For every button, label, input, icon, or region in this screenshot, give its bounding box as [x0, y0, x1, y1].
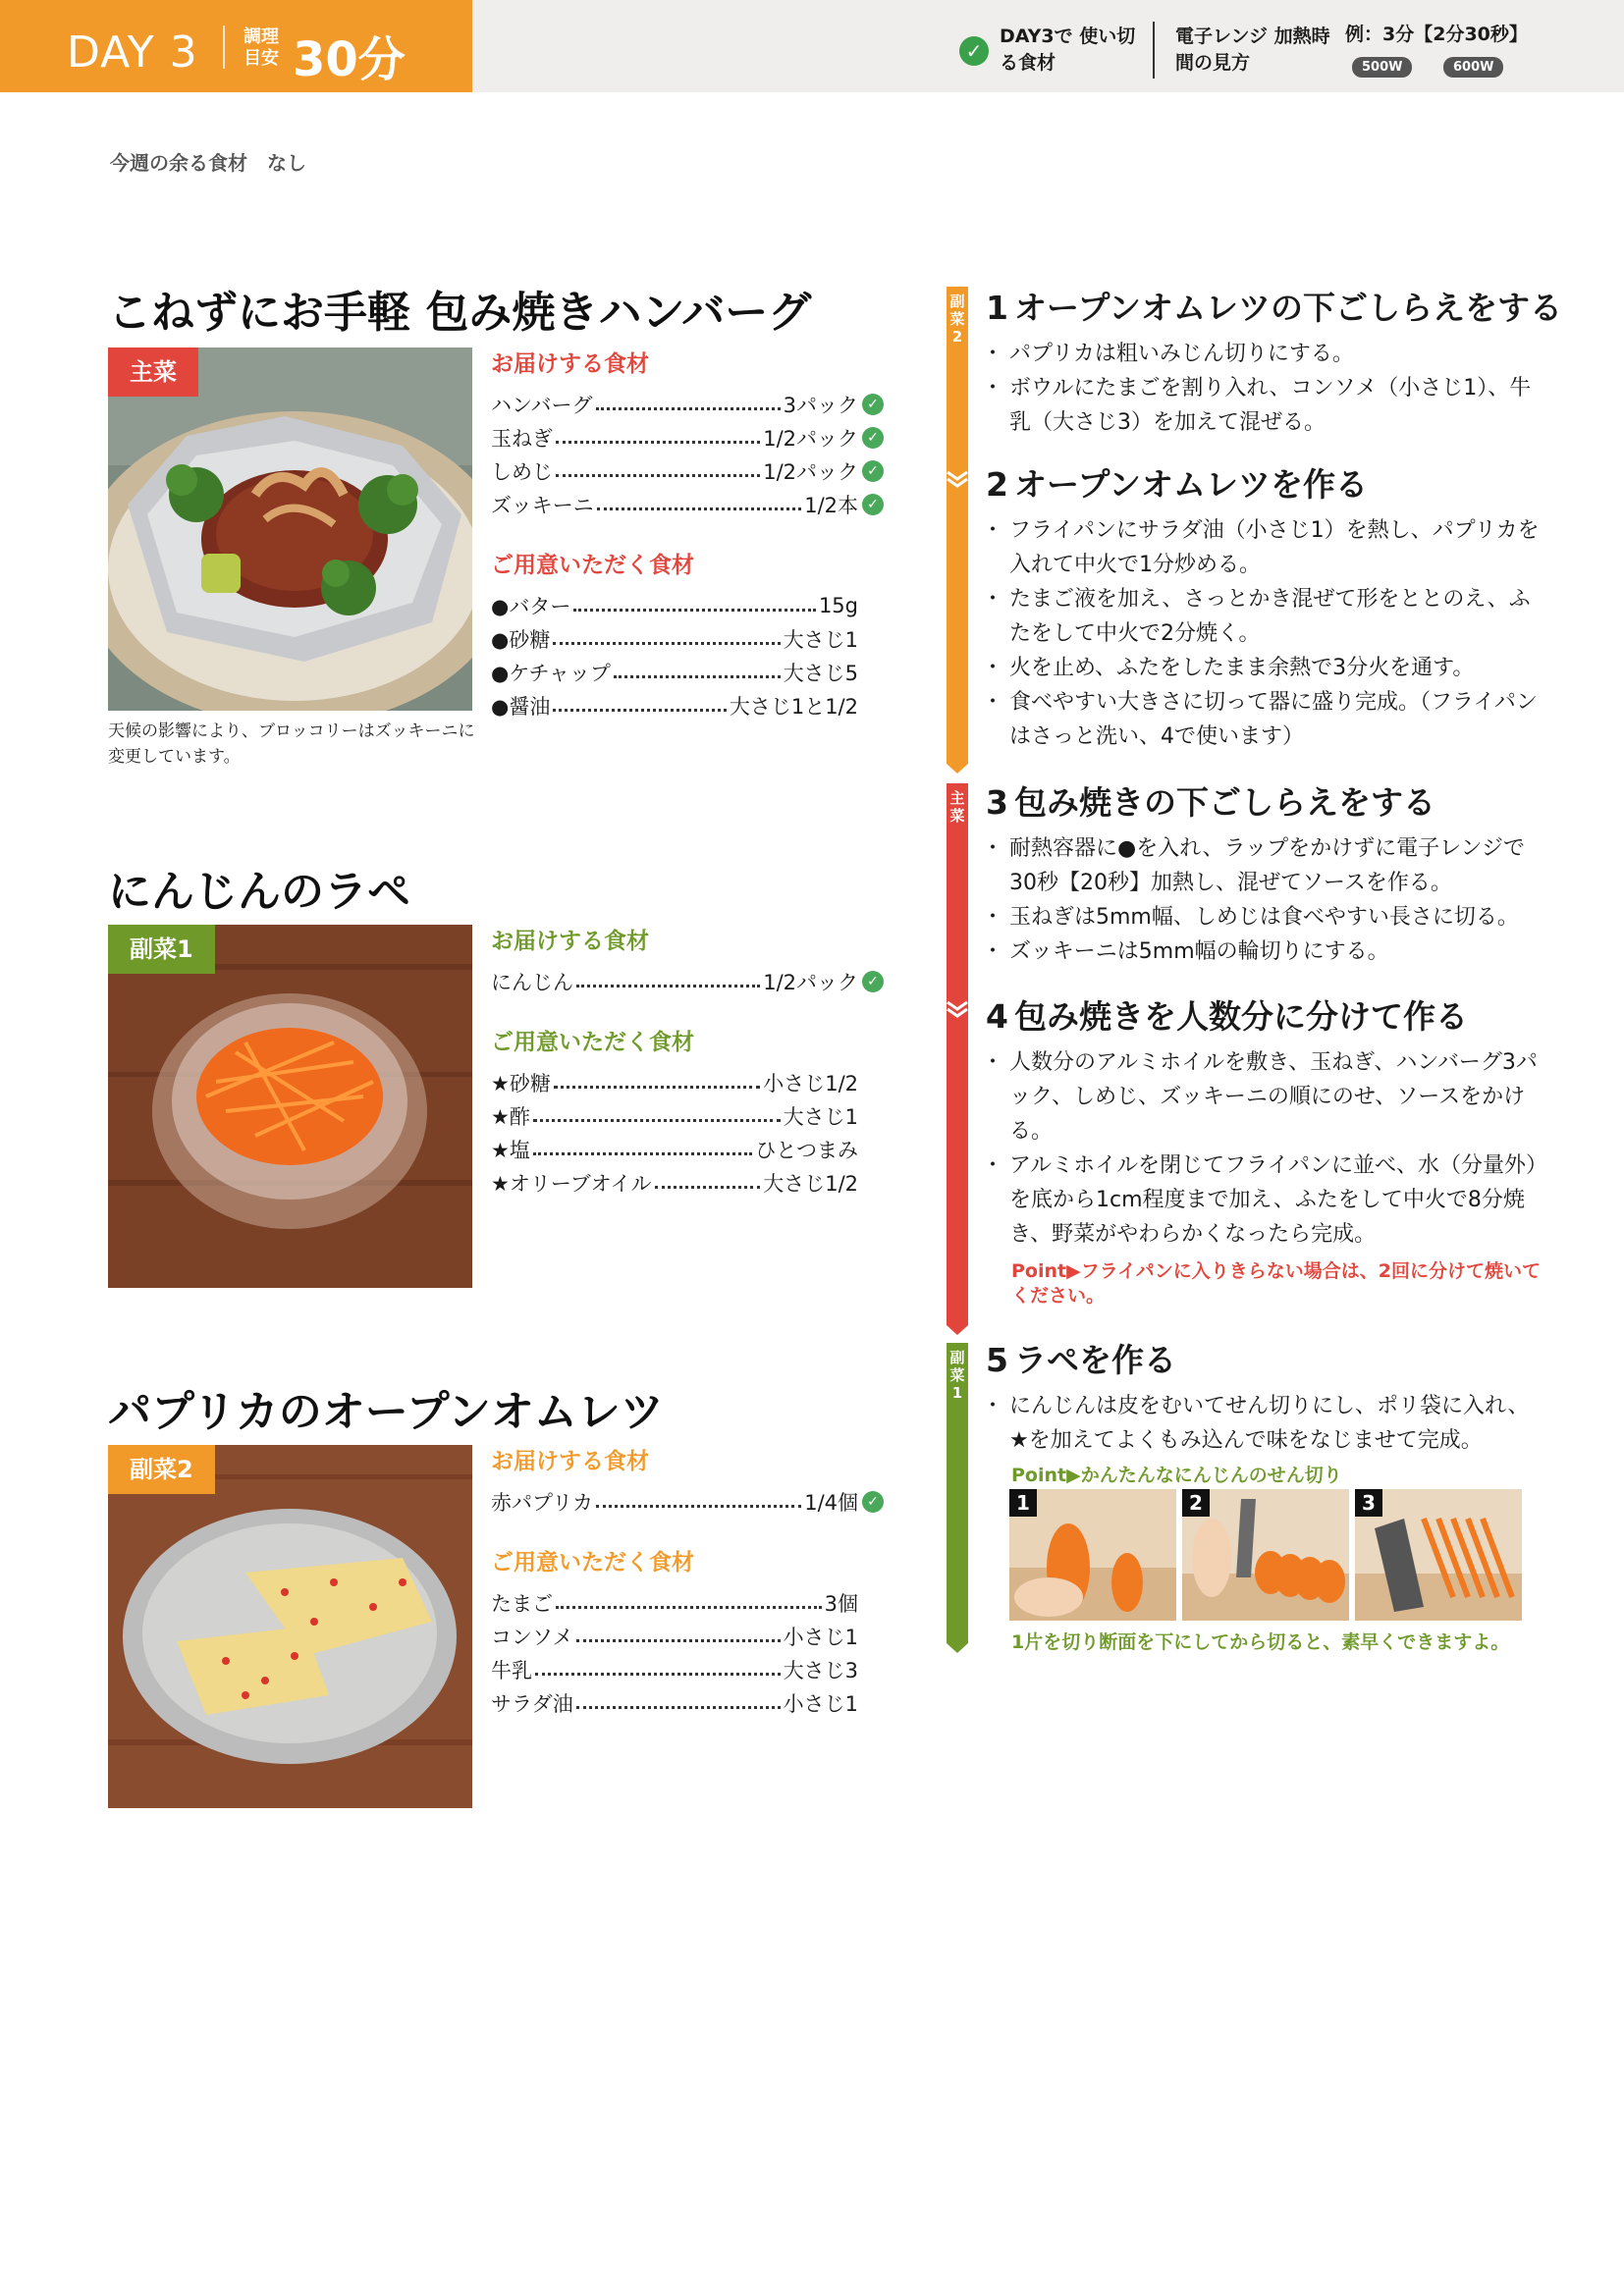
leader-dots [554, 1086, 760, 1089]
step-number: 4 [986, 997, 1008, 1036]
ingredient-name: ●砂糖 [491, 628, 551, 652]
prepare-title: ご用意いただく食材 [491, 1550, 694, 1575]
cook-time: 30分 [293, 32, 406, 87]
step-number: 3 [986, 783, 1008, 822]
ingredient-name: ズッキーニ [491, 494, 594, 517]
ingredient-row [491, 1133, 884, 1166]
step-item: ・ アルミホイルを閉じてフライパンに並べ、水（分量外）を底から1cm程度まで加え、ふたをして中火で8分焼き、野菜がやわらかくなったら完成。 [986, 1148, 1545, 1252]
bar-tip [947, 1325, 968, 1335]
ingredient-qty: 1/4個 [804, 1491, 858, 1515]
carrot-photo-2 [1182, 1489, 1349, 1621]
step-title [986, 459, 1545, 506]
wattage-600-badge: 600W [1443, 57, 1503, 78]
ingredient-row [491, 1166, 884, 1200]
step-title-text: オープンオムレツの下ごしらえをする [1013, 289, 1562, 327]
hamburg-photo [108, 347, 472, 711]
delivered-title: お届けする食材 [491, 351, 649, 377]
step-title [986, 777, 1545, 824]
carrot-photo-3 [1355, 1489, 1522, 1621]
ingredient-qty: 1/2パック [763, 971, 858, 994]
ingredient-row [491, 656, 884, 689]
check-icon: ✓ [862, 1491, 884, 1513]
step-item: ・ パプリカは粗いみじん切りにする。 [986, 337, 1545, 371]
step-title [986, 283, 1562, 329]
microwave-example: 例：3分【2分30秒】 [1345, 24, 1528, 45]
step-number: 1 [986, 289, 1008, 327]
bar-label-side1: 副菜1 [949, 1349, 965, 1402]
check-icon: ✓ [862, 394, 884, 415]
ingredient-row [491, 1586, 884, 1620]
ingredient-qty: 3個 [824, 1592, 858, 1616]
dish-photo-side2 [108, 1445, 472, 1808]
check-icon: ✓ [862, 460, 884, 482]
step-title-text: ラペを作る [1013, 1341, 1176, 1379]
ingredient-qty: 1/2パック [763, 460, 858, 484]
dish-title-side1: にんじんのラペ [108, 867, 410, 917]
carrot-rapee-photo [108, 925, 472, 1288]
step-number: 5 [986, 1341, 1008, 1379]
step-item: ・ 人数分のアルミホイルを敷き、玉ねぎ、ハンバーグ3パック、しめじ、ズッキーニの順にのせ、ソースをかける。 [986, 1045, 1545, 1148]
ingredient-row [491, 421, 884, 454]
dish-title-main: こねずにお手軽 包み焼きハンバーグ [108, 288, 812, 338]
dish-photo-main [108, 347, 472, 711]
step-2 [986, 459, 1545, 754]
leader-dots [596, 1505, 801, 1508]
step-1 [986, 283, 1562, 440]
ingredients-side2 [491, 1443, 884, 1720]
step-title [986, 991, 1545, 1038]
omelet-photo [108, 1445, 472, 1808]
bar-tip [947, 1643, 968, 1653]
ingredient-row [491, 1653, 884, 1686]
day3-use-up-label: DAY3で 使い切る食材 [1000, 26, 1136, 74]
leader-dots [655, 1186, 761, 1189]
leader-dots [535, 1673, 781, 1676]
delivered-title: お届けする食材 [491, 1449, 649, 1474]
delivered-title: お届けする食材 [491, 929, 649, 954]
ingredient-qty: 大さじ1 [783, 1105, 858, 1129]
ingredient-name: ★オリーブオイル [491, 1172, 652, 1196]
ingredient-row [491, 1620, 884, 1653]
dish-title-side2: パプリカのオープンオムレツ [108, 1387, 664, 1437]
ingredient-name: サラダ油 [491, 1692, 573, 1716]
ingredient-qty: 1/2パック [763, 427, 858, 451]
step-item: ・ ズッキーニは5mm幅の輪切りにする。 [986, 934, 1545, 969]
chevron-down-icon [944, 469, 971, 489]
dish-tag-side2: 副菜2 [108, 1445, 215, 1494]
cook-label: 調理 目安 [244, 27, 279, 69]
ingredient-qty: 大さじ3 [783, 1659, 858, 1682]
leader-dots [533, 1119, 781, 1122]
carrot-caption: 1片を切り断面を下にしてから切ると、素早くできますよ。 [1011, 1631, 1510, 1653]
ingredient-name: たまご [491, 1592, 553, 1616]
leader-dots [553, 642, 780, 645]
ingredient-qty: 1/2本 [804, 494, 858, 517]
step-item: ・ ボウルにたまごを割り入れ、コンソメ（小さじ1）、牛乳（大さじ3）を加えて混ぜる。 [986, 371, 1545, 440]
ingredient-name: にんじん [491, 971, 573, 994]
ingredient-name: 玉ねぎ [491, 427, 553, 451]
ingredient-qty: ひとつまみ [755, 1139, 858, 1162]
day-badge [0, 0, 472, 92]
leftover-ingredients: 今週の余る食材 なし [110, 151, 306, 175]
ingredient-qty: 大さじ5 [783, 662, 858, 685]
header-divider [1153, 22, 1155, 79]
ingredient-name: ●バター [491, 595, 571, 618]
step-5 [986, 1335, 1545, 1488]
leader-dots [614, 675, 781, 678]
step-item: ・ 火を止め、ふたをしたまま余熱で3分火を通す。 [986, 651, 1545, 685]
ingredient-qty: 3パック [783, 394, 858, 417]
microwave-guide-label: 電子レンジ 加熱時間の見方 [1175, 26, 1330, 74]
step-item: ・ フライパンにサラダ油（小さじ1）を熱し、パプリカを入れて中火で1分炒める。 [986, 513, 1545, 582]
check-icon: ✓ [862, 494, 884, 515]
check-icon: ✓ [862, 971, 884, 992]
ingredient-qty: 大さじ1 [783, 628, 858, 652]
ingredient-row [491, 1686, 884, 1720]
step-number: 2 [986, 465, 1008, 504]
ingredient-row [491, 1099, 884, 1133]
substitution-note: 天候の影響により、ブロッコリーはズッキーニに変更しています。 [108, 721, 475, 767]
ingredient-row [491, 622, 884, 656]
leader-dots [576, 1706, 781, 1709]
ingredient-name: ●醤油 [491, 695, 551, 719]
ingredient-row [491, 1066, 884, 1099]
check-icon: ✓ [862, 427, 884, 449]
ingredient-qty: 大さじ1と1/2 [729, 695, 858, 719]
check-circle-icon: ✓ [959, 36, 989, 66]
bar-tip [947, 764, 968, 774]
ingredient-qty: 小さじ1 [783, 1626, 858, 1649]
step-item: ・ 食べやすい大きさに切って器に盛り完成。（フライパンはさっと洗い、4で使います） [986, 685, 1545, 754]
leader-dots [596, 407, 781, 410]
leader-dots [556, 1606, 822, 1609]
step-item: ・ にんじんは皮をむいてせん切りにし、ポリ袋に入れ、★を加えてよくもみ込んで味をなじませて完成。 [986, 1389, 1545, 1458]
step-title [986, 1335, 1545, 1381]
step-title-text: オープンオムレツを作る [1013, 465, 1368, 504]
ingredients-main [491, 346, 884, 722]
step-title-text: 包み焼きの下ごしらえをする [1013, 783, 1435, 822]
badge-divider [223, 26, 225, 69]
leader-dots [556, 474, 760, 477]
bar-label-main: 主菜 [949, 789, 965, 825]
ingredients-side1 [491, 923, 884, 1200]
step-title-text: 包み焼きを人数分に分けて作る [1013, 997, 1468, 1036]
bar-label-side2: 副菜2 [949, 293, 965, 346]
step-3 [986, 777, 1545, 969]
photo-number: 3 [1355, 1489, 1382, 1517]
step-point: Point▶かんたんなにんじんのせん切り [1011, 1465, 1342, 1486]
step-bar-main [947, 783, 968, 1325]
ingredient-row [491, 1485, 884, 1519]
prepare-title: ご用意いただく食材 [491, 553, 694, 578]
step-point: Point▶フライパンに入りきらない場合は、2回に分けて焼いてください。 [1011, 1260, 1541, 1307]
page-header [0, 0, 1624, 92]
ingredient-name: 赤パプリカ [491, 1491, 593, 1515]
day-label: DAY 3 [67, 27, 198, 78]
ingredient-qty: 小さじ1 [783, 1692, 858, 1716]
ingredient-name: ★塩 [491, 1139, 530, 1162]
ingredient-name: ハンバーグ [491, 394, 593, 417]
step-4 [986, 991, 1545, 1308]
step-item: ・ 耐熱容器に●を入れ、ラップをかけずに電子レンジで30秒【20秒】加熱し、混ぜてソースを作る。 [986, 831, 1545, 900]
leader-dots [533, 1152, 753, 1155]
leader-dots [556, 441, 760, 444]
ingredient-row [491, 488, 884, 521]
ingredient-name: ★砂糖 [491, 1072, 551, 1095]
ingredient-name: ●ケチャップ [491, 662, 611, 685]
prepare-title: ご用意いただく食材 [491, 1030, 694, 1055]
step-bar-side2 [947, 287, 968, 764]
dish-tag-side1: 副菜1 [108, 925, 215, 974]
leader-dots [573, 609, 816, 612]
ingredient-row [491, 388, 884, 421]
ingredient-row [491, 454, 884, 488]
wattage-500-badge: 500W [1352, 57, 1412, 78]
leader-dots [576, 985, 760, 988]
ingredient-qty: 大さじ1/2 [763, 1172, 858, 1196]
carrot-cut-photos [1009, 1489, 1520, 1621]
ingredient-row [491, 589, 884, 622]
leader-dots [597, 507, 801, 510]
ingredient-name: 牛乳 [491, 1659, 532, 1682]
photo-number: 1 [1009, 1489, 1037, 1517]
ingredient-row [491, 965, 884, 998]
ingredient-qty: 小さじ1/2 [763, 1072, 858, 1095]
step-item: ・ 玉ねぎは5mm幅、しめじは食べやすい長さに切る。 [986, 900, 1545, 934]
leader-dots [553, 709, 727, 712]
ingredient-name: しめじ [491, 460, 553, 484]
ingredient-row [491, 689, 884, 722]
chevron-down-icon [944, 999, 971, 1019]
carrot-photo-1 [1009, 1489, 1176, 1621]
step-item: ・ たまご液を加え、さっとかき混ぜて形をととのえ、ふたをして中火で2分焼く。 [986, 582, 1545, 651]
ingredient-name: ★酢 [491, 1105, 530, 1129]
dish-photo-side1 [108, 925, 472, 1288]
ingredient-qty: 15g [818, 594, 858, 617]
dish-tag-main: 主菜 [108, 347, 198, 397]
photo-number: 2 [1182, 1489, 1210, 1517]
ingredient-name: コンソメ [491, 1626, 573, 1649]
leader-dots [576, 1639, 781, 1642]
